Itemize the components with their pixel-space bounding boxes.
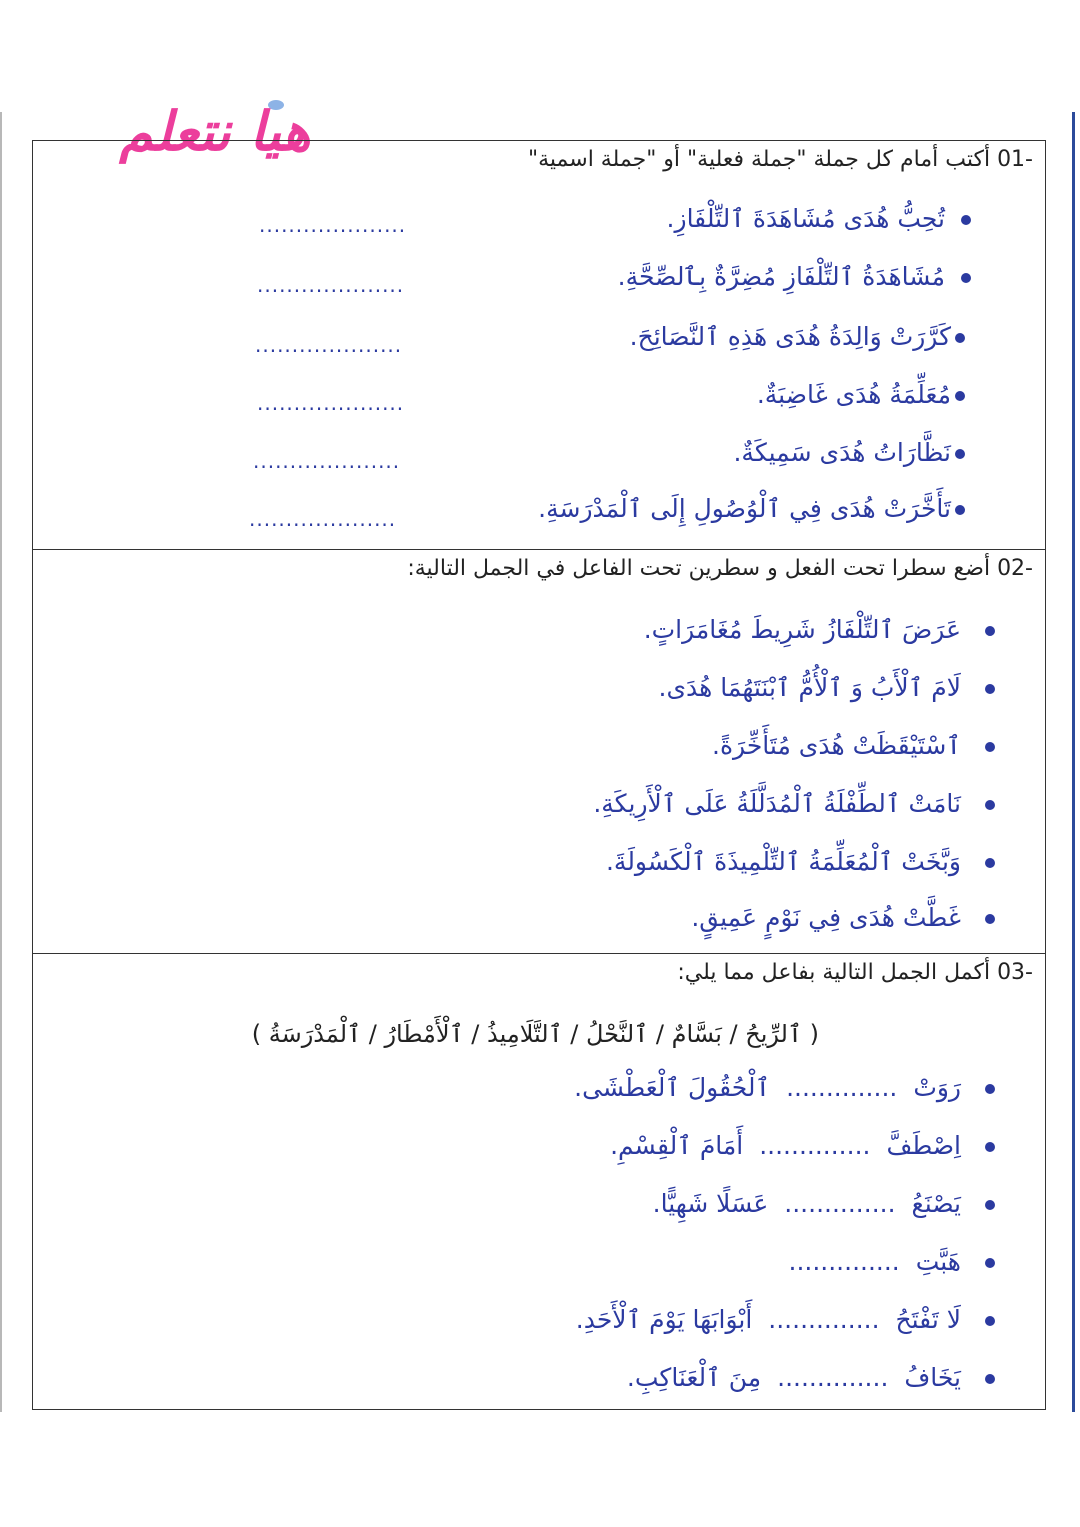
bullet-icon <box>985 800 995 810</box>
s3-item-4-blank[interactable]: .............. <box>788 1247 900 1276</box>
bullet-icon <box>985 858 995 868</box>
s3-item-5-before: لَا تَفْتَحُ <box>895 1305 961 1334</box>
section-2-instruction <box>407 556 1033 581</box>
s3-item-3-before: يَصْنَعُ <box>911 1189 961 1218</box>
bullet-icon <box>955 505 965 515</box>
s1-item-1: تُحِبُّ هُدَى مُشَاهَدَةَ ٱلتِّلْفَازِ. <box>666 204 945 233</box>
s1-item-4: مُعَلِّمَةُ هُدَى غَاضِبَةٌ. <box>756 380 951 409</box>
bullet-icon <box>985 684 995 694</box>
s1-blank-3[interactable]: .................... <box>255 333 403 357</box>
s3-item-5-blank[interactable]: .............. <box>768 1305 880 1334</box>
logo: هيا نتعلم <box>119 100 311 163</box>
section-2-number: 02- <box>997 556 1033 581</box>
section-1-instruction <box>528 147 1033 172</box>
s3-item-3-blank[interactable]: .............. <box>784 1189 896 1218</box>
s1-blank-5[interactable]: .................... <box>253 449 401 473</box>
s2-item-6: غَطَّتْ هُدَى فِي نَوْمٍ عَمِيقٍ. <box>691 903 961 932</box>
s3-item-6-before: يَخَافُ <box>904 1363 961 1392</box>
s1-blank-4[interactable]: .................... <box>257 391 405 415</box>
s3-item-5 <box>576 1300 961 1340</box>
section-1 <box>33 141 1045 549</box>
s3-item-6-blank[interactable]: .............. <box>777 1363 889 1392</box>
word-bank: ( ٱلرِّيحُ / بَسَّامٌ / ٱلنَّحْلُ / ٱلتَّلَامِيذُ / ٱلْأَمْطَارُ / ٱلْمَدْرَسَةُ ) <box>251 1020 819 1048</box>
s1-blank-2[interactable]: .................... <box>257 273 405 297</box>
s3-item-4-before: هَبَّتِ <box>915 1247 961 1276</box>
s3-item-5-after: أَبْوَابَهَا يَوْمَ ٱلْأَحَدِ. <box>575 1305 753 1334</box>
section-3-number: 03- <box>997 960 1033 985</box>
bullet-icon <box>985 914 995 924</box>
s3-item-6-after: مِنَ ٱلْعَنَاكِبِ. <box>626 1363 762 1392</box>
section-2-instruction-text: أضع سطرا تحت الفعل و سطرين تحت الفاعل في الجمل التالية: <box>407 556 991 581</box>
bullet-icon <box>955 449 965 459</box>
s1-item-5: نَظَّارَاتُ هُدَى سَمِيكَةٌ. <box>733 438 951 467</box>
s3-item-3-after: عَسَلًا شَهِيًّا. <box>652 1189 769 1218</box>
s3-item-3 <box>653 1184 961 1224</box>
s1-item-2: مُشَاهَدَةُ ٱلتِّلْفَازِ مُضِرَّةٌ بِٱلصِّحَّةِ. <box>617 262 945 291</box>
bullet-icon <box>985 1142 995 1152</box>
s2-item-4: نَامَتْ ٱلطِّفْلَةُ ٱلْمُدَلَّلَةُ عَلَى ٱلْأَرِيكَةِ. <box>593 789 961 818</box>
s3-item-1 <box>574 1068 961 1108</box>
bullet-icon <box>985 1374 995 1384</box>
section-1-instruction-text: أكتب أمام كل جملة "جملة فعلية" أو "جملة اسمية" <box>527 147 991 172</box>
section-3-instruction-text: أكمل الجمل التالية بفاعل مما يلي: <box>677 960 991 985</box>
bullet-icon <box>985 1258 995 1268</box>
s3-item-4 <box>781 1242 962 1282</box>
bullet-icon <box>955 333 965 343</box>
s3-item-2 <box>610 1126 961 1166</box>
s2-item-5: وَبَّخَتْ ٱلْمُعَلِّمَةُ ٱلتِّلْمِيذَةَ ٱلْكَسُولَةَ. <box>605 847 961 876</box>
bullet-icon <box>985 1200 995 1210</box>
page-right-edge <box>1072 112 1075 1412</box>
s3-item-1-blank[interactable]: .............. <box>786 1073 898 1102</box>
section-3 <box>33 953 1045 1409</box>
s3-item-1-before: رَوَتْ <box>913 1073 961 1102</box>
s2-item-3: ٱسْتَيْقَظَتْ هُدَى مُتَأَخِّرَةً. <box>712 731 961 760</box>
bullet-icon <box>961 273 971 283</box>
section-3-instruction <box>677 960 1033 985</box>
worksheet <box>32 140 1046 1410</box>
bullet-icon <box>985 626 995 636</box>
s1-item-3: كَرَّرَتْ وَالِدَةُ هُدَى هَذِهِ ٱلنَّصَائِحَ. <box>629 322 951 351</box>
s1-blank-1[interactable]: .................... <box>259 213 407 237</box>
section-2 <box>33 549 1045 953</box>
s3-item-2-blank[interactable]: .............. <box>759 1131 871 1160</box>
s3-item-2-before: اِصْطَفَّ <box>886 1131 961 1160</box>
s2-item-2: لَامَ ٱلْأَبُ وَ ٱلْأُمُّ ٱبْنَتَهُمَا هُدَى. <box>658 673 961 702</box>
bullet-icon <box>961 215 971 225</box>
s2-item-1: عَرَضَ ٱلتِّلْفَازُ شَرِيطَ مُغَامَرَاتٍ. <box>643 615 961 644</box>
s3-item-2-after: أَمَامَ ٱلْقِسْمِ. <box>610 1131 744 1160</box>
s3-item-1-after: ٱلْحُقُولَ ٱلْعَطْشَى. <box>574 1073 771 1102</box>
section-1-number: 01- <box>997 147 1033 172</box>
s1-blank-6[interactable]: .................... <box>249 507 397 531</box>
bullet-icon <box>985 1084 995 1094</box>
bullet-icon <box>955 391 965 401</box>
s1-item-6: تَأَخَّرَتْ هُدَى فِي ٱلْوُصُولِ إِلَى ٱلْمَدْرَسَةِ. <box>538 494 951 523</box>
bullet-icon <box>985 1316 995 1326</box>
s3-item-6 <box>627 1358 961 1398</box>
page-left-edge <box>0 112 2 1412</box>
bullet-icon <box>985 742 995 752</box>
